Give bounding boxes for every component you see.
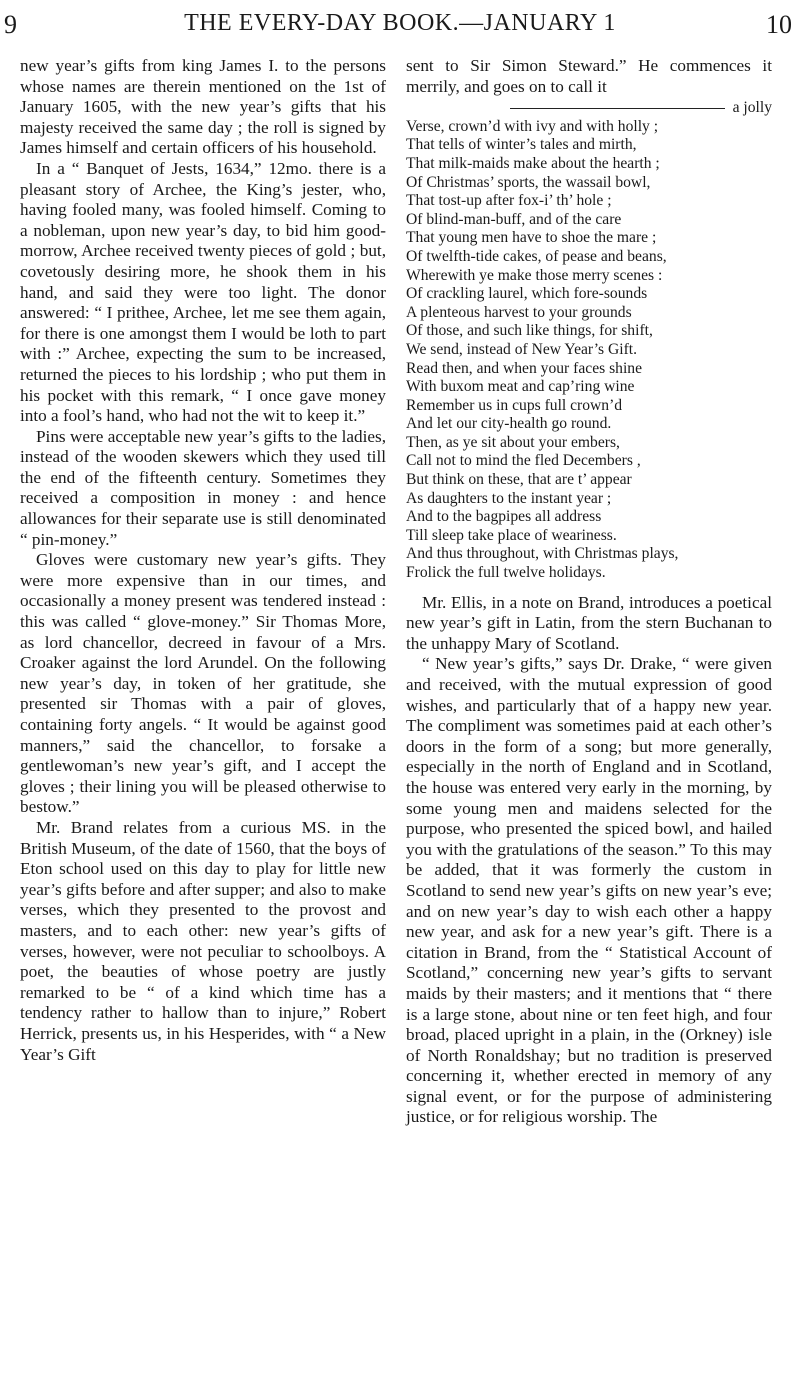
poem-line: Verse, crown’d with ivy and with holly ; [406, 117, 659, 135]
poem-rule [510, 108, 725, 109]
poem-line: That milk-maids make about the hearth ; [406, 154, 660, 172]
poem-line: Remember us in cups full crown’d [406, 396, 623, 414]
poem-line: Of Christmas’ sports, the wassail bowl, [406, 173, 651, 191]
poem-line: Call not to mind the fled Decembers , [406, 452, 641, 470]
page-number-right: 10 [766, 10, 792, 39]
poem-line: Of twelfth-tide cakes, of pease and beans, [406, 247, 667, 265]
poem-first-line [406, 99, 772, 118]
poem-first-words: a jolly [732, 99, 772, 117]
page-number-left: 9 [4, 10, 17, 39]
paragraph: sent to Sir Simon Steward.” He commences it merrily, and goes on to call it [406, 56, 772, 96]
poem-line: As daughters to the instant year ; [406, 489, 612, 507]
poem-line: That tells of winter’s tales and mirth, [406, 136, 637, 154]
poem-line: That tost-up after fox-i’ th’ hole ; [406, 192, 612, 210]
running-title: THE EVERY-DAY BOOK.—JANUARY 1 [184, 10, 616, 36]
paragraph: Gloves were customary new year’s gifts. They were more expensive than in our times, and occasionally a money present was tendered instead : this was called “ glove-money.” Sir Thomas More, as lord chancellor, decreed in favour of a Mrs. Croaker against the lord Arundel. On the following new year’s day, in token of her gratitude, she presented sir Thomas with a pair of gloves, containing forty angels. “ It would be against good manners,” said the chancellor, to forsake a gentlewoman’s new year’s gift, and I accept the gloves ; their lining you will be pleased otherwise to bestow.” [20, 550, 386, 817]
poem-line: But think on these, that are t’ appear [406, 471, 632, 489]
paragraph: Mr. Brand relates from a curious MS. in the British Museum, of the date of 1560, that the boys of Eton school used on this day to play for little new year’s gifts before and after supper; and also to make verses, which they presented to the provost and masters, and to each other: new year’s gifts of verses, however, were not peculiar to schoolboys. A poet, the beauties of whose poetry are justly remarked to be “ of a kind which time has a tendency rather to hallow than to injure,” Robert Herrick, presents us, in his Hesperides, with “ a New Year’s Gift [20, 817, 386, 1064]
poem-line: With buxom meat and cap’ring wine [406, 378, 635, 396]
poem-line: Till sleep take place of weariness. [406, 526, 617, 544]
paragraph: Mr. Ellis, in a note on Brand, introduces a poetical new year’s gift in Latin, from the stern Buchanan to the unhappy Mary of Scotland. [406, 592, 772, 653]
poem-line: Frolick the full twelve holidays. [406, 564, 606, 582]
poem-line: That young men have to shoe the mare ; [406, 229, 657, 247]
paragraph: “ New year’s gifts,” says Dr. Drake, “ were given and received, with the mutual expression of good wishes, and particularly that of a happy new year. The compliment was sometimes paid at each other’s doors in the form of a song; but more generally, especially in the north of England and in Scotland, the house was entered very early in the morning, by some young men and maidens selected for the purpose, who presented the spiced bowl, and hailed you with the gratulations of the season.” To this may be added, that it was formerly the custom in Scotland to send new year’s gifts on new year’s eve; and on new year’s day to wish each other a happy new year, and ask for a new year’s gift. There is a citation in Brand, from the “ Statistical Account of Scotland,” concerning new year’s gifts to servant maids by their masters; and it mentions that “ there is a large stone, about nine or ten feet high, and four broad, placed upright in a plain, in the (Orkney) isle of North Ronaldshay; but no tradition is preserved concerning it, whether erected in memory of any signal event, or for the purpose of administering justice, or for religious worship. The [406, 654, 772, 1127]
poem-line: Of those, and such like things, for shift, [406, 322, 653, 340]
left-column [20, 56, 386, 1065]
poem-line: And to the bagpipes all address [406, 508, 602, 526]
poem-line: Of blind-man-buff, and of the care [406, 210, 622, 228]
paragraph: new year’s gifts from king James I. to the persons whose names are therein mentioned on the 1st of January 1605, with the new year’s gifts that his majesty received the same day ; the roll is signed by James himself and certain officers of his household. [20, 56, 386, 158]
poem-line: Wherewith ye make those merry scenes : [406, 266, 663, 284]
poem-line: Of crackling laurel, which fore-sounds [406, 285, 648, 303]
poem-line: Then, as ye sit about your embers, [406, 433, 620, 451]
poem-line: And thus throughout, with Christmas plays, [406, 545, 679, 563]
poem-line: Read then, and when your faces shine [406, 359, 642, 377]
poem-line: And let our city-health go round. [406, 415, 612, 433]
right-column [406, 56, 772, 1128]
poem-line: We send, instead of New Year’s Gift. [406, 340, 638, 358]
paragraph: In a “ Banquet of Jests, 1634,” 12mo. there is a pleasant story of Archee, the King’s jester, who, having fooled many, was fooled himself. Coming to a nobleman, upon new year’s day, to bid him good-morrow, Archee received twenty pieces of gold ; but, covetously desiring more, he shook them in his hand, and said they were too light. The donor answered: “ I prithee, Archee, let me see them again, for there is one amongst them I would be loth to part with :” Archee, expecting the sum to be increased, returned the pieces to his lordship ; who put them in his pocket with this remark, “ I once gave money into a fool’s hand, who had not the wit to keep it.” [20, 158, 386, 426]
paragraph: Pins were acceptable new year’s gifts to the ladies, instead of the wooden skewers which they used till the end of the fifteenth century. Sometimes they received a composition in money : and hence allowances for their separate use is still denominated “ pin-money.” [20, 426, 386, 549]
poem-line: A plenteous harvest to your grounds [406, 303, 632, 321]
poem [406, 99, 772, 582]
page-header [0, 8, 800, 48]
